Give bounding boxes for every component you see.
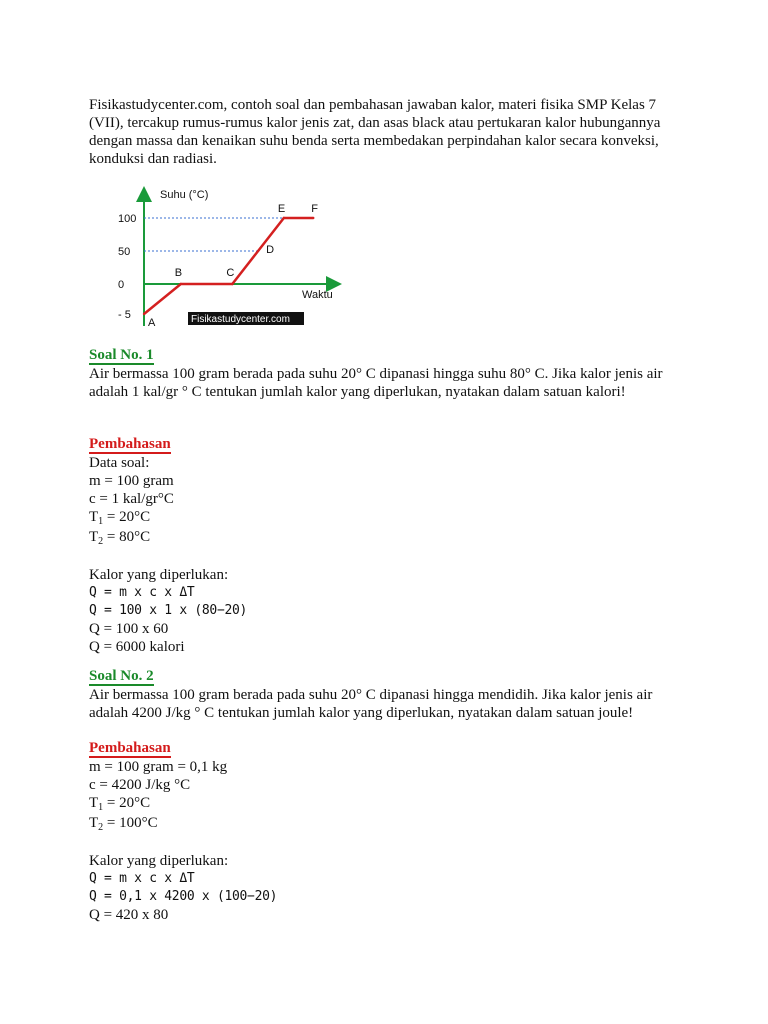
intro-line: dengan massa dan kenaikan suhu benda serta membedakan perpindahan kalor secara konveksi, bbox=[89, 133, 659, 149]
point-label: D bbox=[266, 244, 275, 256]
point-label: E bbox=[277, 203, 286, 215]
temperature-time-chart bbox=[112, 186, 333, 330]
y-tick-label: 0 bbox=[118, 279, 125, 291]
intro-line: Fisikastudycenter.com, contoh soal dan pembahasan jawaban kalor, materi fisika SMP Kelas 7 bbox=[89, 97, 657, 113]
t1-value: $T_1 = 20^\circ C$ bbox=[89, 795, 151, 813]
calc-step: Q = 0,1 x 4200 x (100−20) bbox=[89, 889, 278, 904]
y-tick-label: 50 bbox=[118, 246, 131, 258]
t2-value: $T_2 = 100^\circ C$ bbox=[89, 815, 158, 833]
y-tick-label: 100 bbox=[118, 213, 137, 225]
question-1-heading: Soal No. 1 bbox=[89, 347, 154, 363]
calc-result: Q = 6000 kalori bbox=[89, 639, 185, 655]
question-1-line: adalah 1 kal/gr ° C tentukan jumlah kalor yang diperlukan, nyatakan dalam satuan kalori! bbox=[89, 384, 626, 400]
x-axis-label: Waktu bbox=[302, 289, 333, 301]
data-point bbox=[231, 283, 233, 285]
chart-svg bbox=[112, 186, 333, 330]
heat-required-label: Kalor yang diperlukan: bbox=[89, 853, 229, 869]
question-2-line: adalah 4200 J/kg ° C tentukan jumlah kalor yang diperlukan, nyatakan dalam satuan joule! bbox=[89, 705, 634, 721]
specific-heat-value: c = 1 kal/gr°C bbox=[89, 491, 174, 507]
point-label: F bbox=[311, 203, 319, 215]
y-tick-label: - 5 bbox=[118, 309, 131, 321]
t1-value: $T_1 = 20^\circ C$ bbox=[89, 509, 151, 527]
specific-heat-value: c = 4200 J/kg °C bbox=[89, 777, 191, 793]
heat-formula: Q = m x c x ΔT bbox=[89, 871, 195, 886]
intro-line: (VII), tercakup rumus-rumus kalor jenis zat, dan asas black atau pertukaran kalor hubungannya bbox=[89, 115, 661, 131]
calc-step: Q = 100 x 60 bbox=[89, 621, 169, 637]
intro-paragraph bbox=[89, 96, 689, 168]
data-label: Data soal: bbox=[89, 455, 150, 471]
point-label: B bbox=[174, 267, 183, 279]
question-2-heading: Soal No. 2 bbox=[89, 668, 154, 684]
calc-step: Q = 100 x 1 x (80−20) bbox=[89, 603, 248, 618]
series-line bbox=[144, 218, 313, 314]
mass-value: m = 100 gram bbox=[89, 473, 174, 489]
data-point bbox=[180, 283, 182, 285]
solution-2-heading: Pembahasan bbox=[89, 740, 171, 756]
question-2 bbox=[89, 667, 689, 722]
point-label: C bbox=[226, 267, 235, 279]
data-point bbox=[143, 313, 145, 315]
solution-1 bbox=[89, 435, 689, 656]
intro-line: konduksi dan radiasi. bbox=[89, 151, 217, 167]
question-2-line: Air bermassa 100 gram berada pada suhu 20° C dipanasi hingga mendidih. Jika kalor jenis air bbox=[89, 687, 653, 703]
t2-value: $T_2 = 80^\circ C$ bbox=[89, 529, 151, 547]
data-point bbox=[312, 217, 314, 219]
y-axis-label: Suhu (°C) bbox=[160, 189, 209, 201]
mass-value: m = 100 gram = 0,1 kg bbox=[89, 759, 228, 775]
question-1-line: Air bermassa 100 gram berada pada suhu 20° C dipanasi hingga suhu 80° C. Jika kalor jenis air bbox=[89, 366, 663, 382]
heat-formula: Q = m x c x ΔT bbox=[89, 585, 195, 600]
watermark-text: Fisikastudycenter.com bbox=[191, 314, 290, 325]
point-label: A bbox=[148, 317, 156, 329]
question-1 bbox=[89, 346, 689, 401]
data-point bbox=[257, 250, 259, 252]
calc-step: Q = 420 x 80 bbox=[89, 907, 169, 923]
heat-required-label: Kalor yang diperlukan: bbox=[89, 567, 229, 583]
data-point bbox=[283, 217, 285, 219]
solution-1-heading: Pembahasan bbox=[89, 436, 171, 452]
solution-2 bbox=[89, 739, 689, 924]
